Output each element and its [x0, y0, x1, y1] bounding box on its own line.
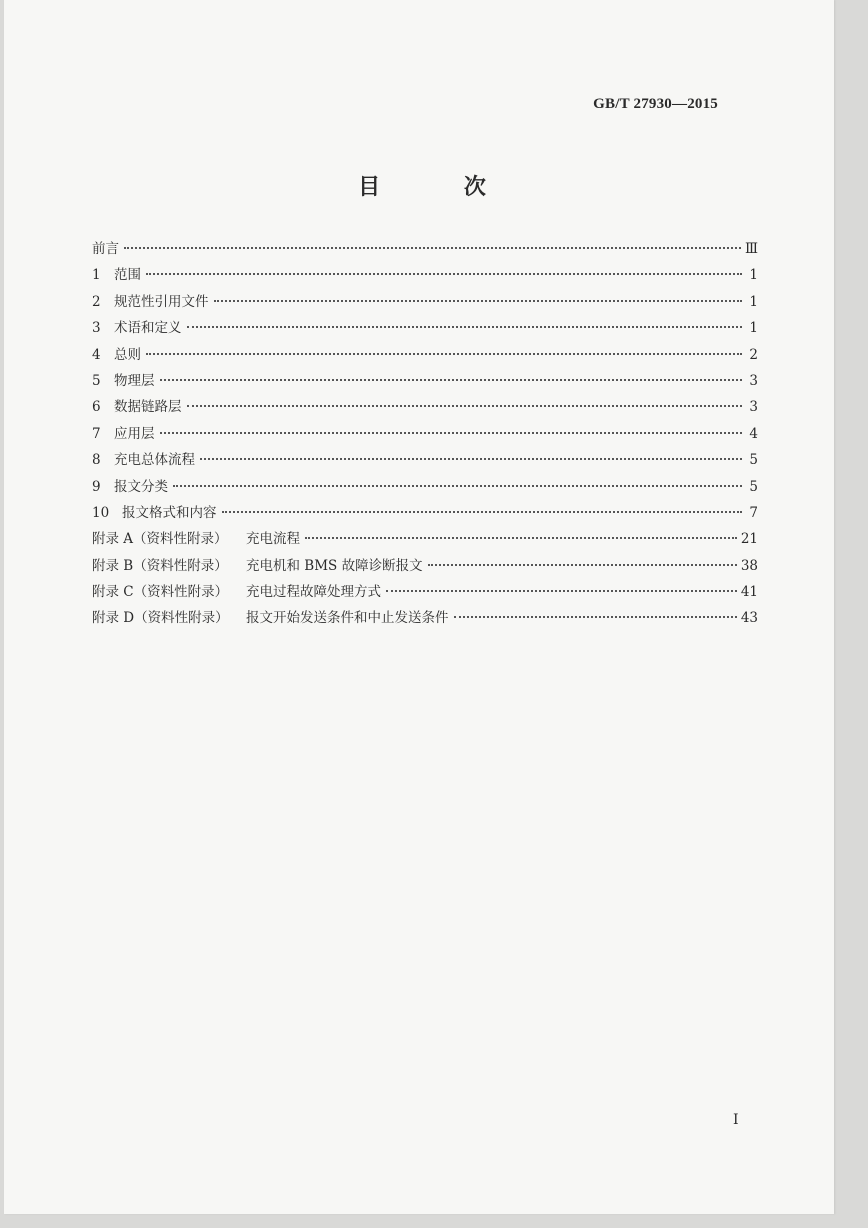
toc-entry-page: 4 [749, 425, 758, 442]
toc-appendix-label: 附录 B（资料性附录） [92, 557, 228, 574]
toc-entry-10[interactable] [92, 501, 758, 527]
toc-entry-page: 2 [749, 346, 758, 363]
toc-entry-title: 范围 [114, 267, 141, 284]
toc-entry-title: 前言 [92, 241, 119, 257]
toc-entry-number: 2 [92, 293, 101, 310]
toc-entry-appendix-c[interactable] [92, 580, 758, 606]
toc-entry-title: 规范性引用文件 [114, 293, 209, 310]
toc-leader-dots [173, 485, 742, 487]
toc-entry-appendix-b[interactable] [92, 554, 758, 580]
toc-entry-number: 7 [92, 425, 101, 442]
toc-entry-number: 4 [92, 346, 101, 363]
toc-entry-page: 21 [740, 531, 758, 548]
toc-entry-title: 术语和定义 [114, 320, 182, 337]
toc-entry-number: 1 [92, 267, 101, 284]
toc-appendix-label: 附录 D（资料性附录） [92, 610, 229, 627]
toc-entry-number: 5 [92, 372, 101, 389]
document-page [4, 0, 834, 1214]
toc-entry-title: 充电总体流程 [114, 452, 195, 469]
toc-entry-9[interactable] [92, 475, 758, 501]
toc-entry-page: 3 [749, 399, 758, 416]
toc-entry-5[interactable] [92, 369, 758, 395]
toc-entry-number: 10 [92, 504, 110, 521]
page-number: I [733, 1112, 739, 1128]
toc-title: 目 次 [358, 175, 524, 200]
toc-leader-dots [160, 379, 743, 381]
toc-entry-page: Ⅲ [744, 241, 758, 257]
toc-entry-number: 3 [92, 320, 101, 337]
toc-entry-title: 报文格式和内容 [122, 504, 217, 521]
toc-entry-4[interactable] [92, 343, 758, 369]
toc-entry-title: 报文分类 [114, 478, 168, 495]
toc-leader-dots [386, 590, 737, 592]
toc-leader-dots [146, 353, 742, 355]
toc-entry-page: 3 [749, 372, 758, 389]
toc-entry-page: 38 [740, 557, 758, 574]
toc-leader-dots [187, 405, 743, 407]
toc-entry-page: 5 [749, 478, 758, 495]
toc-entry-page: 41 [740, 584, 758, 601]
toc-appendix-label: 附录 A（资料性附录） [92, 531, 228, 548]
toc-entry-number: 8 [92, 452, 101, 469]
toc-entry-title: 物理层 [114, 372, 155, 389]
toc-leader-dots [222, 511, 743, 513]
toc-entry-6[interactable] [92, 395, 758, 421]
toc-entry-title: 充电流程 [246, 531, 300, 548]
toc-leader-dots [160, 432, 743, 434]
toc-entry-number: 9 [92, 478, 101, 495]
toc-entry-title: 数据链路层 [114, 399, 182, 416]
toc-leader-dots [454, 616, 737, 618]
toc-entry-page: 1 [749, 267, 758, 284]
toc-leader-dots [214, 300, 743, 302]
toc-entry-7[interactable] [92, 422, 758, 448]
toc-entry-title: 总则 [114, 346, 141, 363]
toc-entry-page: 43 [740, 610, 758, 627]
toc-entry-title: 报文开始发送条件和中止发送条件 [246, 610, 449, 627]
toc-entry-appendix-d[interactable] [92, 606, 758, 632]
toc-entry-page: 1 [749, 320, 758, 337]
toc-leader-dots [200, 458, 742, 460]
toc-leader-dots [124, 247, 741, 249]
toc-appendix-label: 附录 C（资料性附录） [92, 584, 229, 601]
standard-number: GB/T 27930—2015 [593, 96, 718, 112]
toc-entry-3[interactable] [92, 316, 758, 342]
toc-entry-number: 6 [92, 399, 101, 416]
toc-entry-page: 5 [749, 452, 758, 469]
toc-entry-appendix-a[interactable] [92, 527, 758, 553]
toc-entry-title: 充电过程故障处理方式 [246, 584, 381, 601]
toc-entry-title: 应用层 [114, 425, 155, 442]
toc-entry-page: 1 [749, 293, 758, 310]
toc-entry-title: 充电机和 BMS 故障诊断报文 [246, 557, 423, 574]
toc-entry-page: 7 [749, 504, 758, 521]
toc-entry-2[interactable] [92, 290, 758, 316]
toc-entry-foreword[interactable] [92, 237, 758, 263]
toc-leader-dots [428, 564, 737, 566]
toc-leader-dots [187, 326, 743, 328]
toc-leader-dots [305, 537, 737, 539]
table-of-contents [92, 237, 758, 633]
toc-entry-8[interactable] [92, 448, 758, 474]
toc-leader-dots [146, 273, 742, 275]
toc-entry-1[interactable] [92, 263, 758, 289]
